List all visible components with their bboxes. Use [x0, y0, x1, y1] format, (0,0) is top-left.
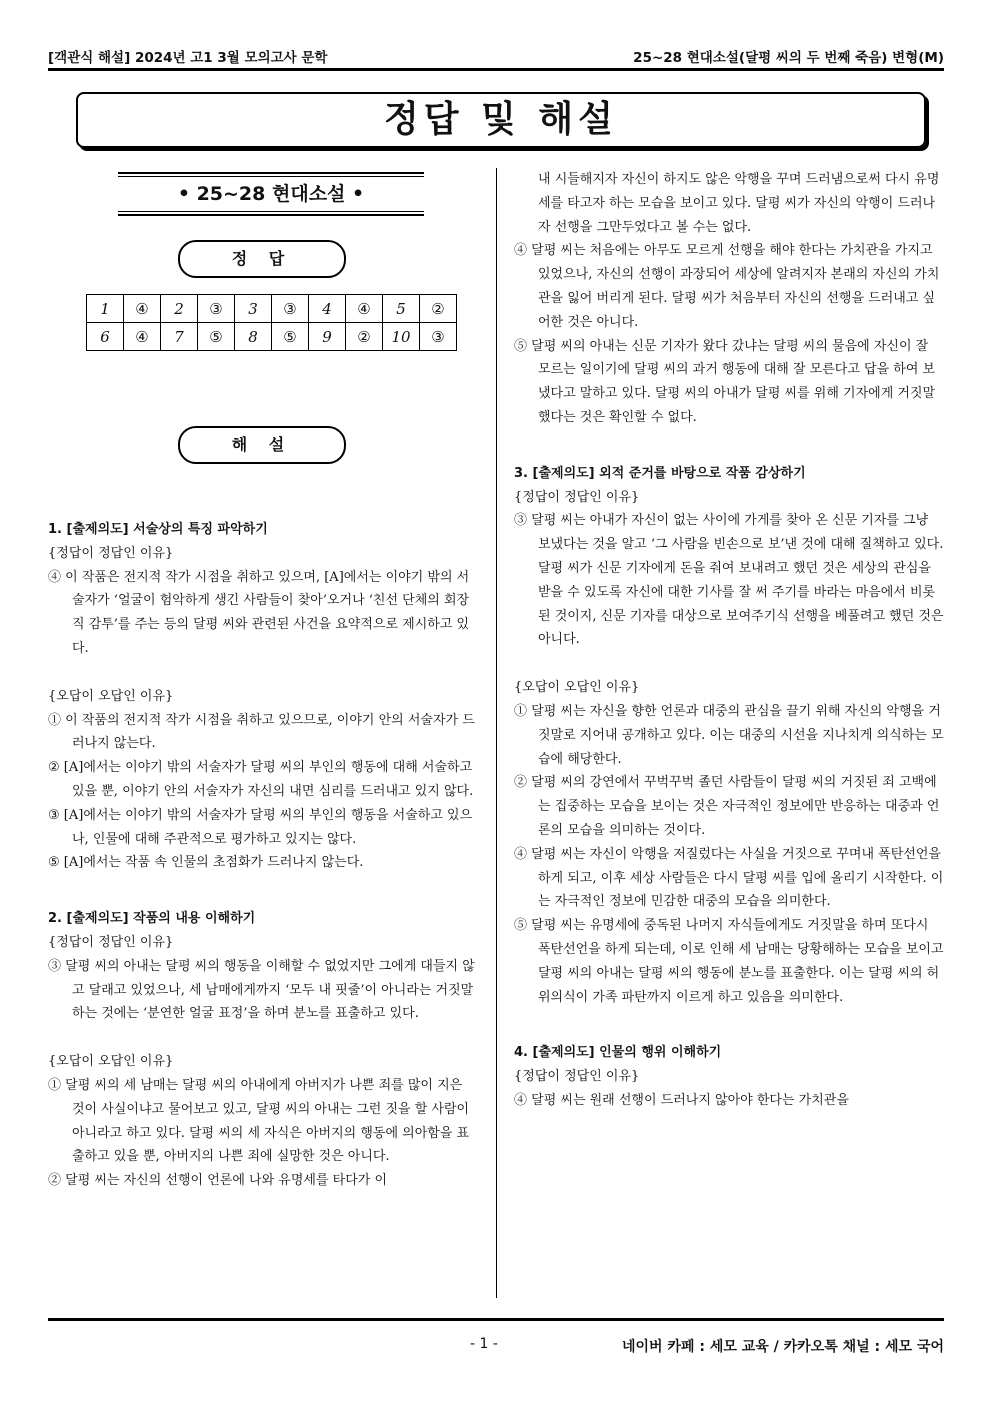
column-divider	[496, 168, 497, 1298]
q2-title: 2. [출제의도] 작품의 내용 이해하기	[48, 911, 256, 927]
q3-title: 3. [출제의도] 외적 준거를 바탕으로 작품 감상하기	[514, 465, 806, 481]
q2-wrong-2-continued: 내 시들해지자 자신이 하지도 않은 악행을 꾸며 드러냄으로써 다시 유명세를 타고자 하는 모습을 보이고 있다. 달평 씨가 자신의 악행이 드러나자 선행을 그만두었다고 볼 수는 없다.	[538, 172, 940, 235]
q1-wrong-1: ① 이 작품의 전지적 작가 시점을 취하고 있으므로, 이야기 안의 서술자가 드러나지 않는다.	[48, 712, 475, 752]
q1-wrong-2: ② [A]에서는 이야기 밖의 서술자가 달평 씨의 부인의 행동에 대해 서술하고 있을 뿐, 이야기 안의 서술자가 자신의 내면 심리를 드러내고 있지 않다.	[48, 760, 474, 799]
page-number: - 1 -	[470, 1336, 498, 1352]
q3-wrong-5: ⑤ 달평 씨는 유명세에 중독된 나머지 자식들에게도 거짓말을 하며 또다시 폭탄선언을 하게 되는데, 이로 인해 세 남매는 당황해하는 모습을 보이고 달평 씨의 아내는 달평 씨의 행동에 분노를 표출한다. 이는 달평 씨의 허위의식이 가족 파탄까지 이르게 하고 있음을 의미한다.	[514, 918, 944, 1005]
header-right: 25~28 현대소설(달평 씨의 두 번째 죽음) 변형(M)	[633, 50, 944, 66]
question-number: 1	[87, 295, 124, 323]
question-number: 5	[383, 295, 420, 323]
right-column	[514, 168, 944, 1113]
q3-wrong-label: {오답이 오답인 이유}	[514, 680, 640, 696]
question-number: 9	[309, 323, 346, 351]
answer-row	[87, 295, 457, 323]
q1-correct: ④ 이 작품은 전지적 작가 시점을 취하고 있으며, [A]에서는 이야기 밖의 서술자가 ‘얼굴이 험악하게 생긴 사람들이 찾아’오거나 ‘친선 단체의 회장직 감투’를 주는 등의 달평 씨와 관련된 사건을 요약적으로 제시하고 있다.	[48, 569, 470, 656]
question-number: 3	[235, 295, 272, 323]
question-number: 4	[309, 295, 346, 323]
q2-wrong-label: {오답이 오답인 이유}	[48, 1054, 174, 1070]
q2-wrong-4: ④ 달평 씨는 처음에는 아무도 모르게 선행을 해야 한다는 가치관을 가지고 있었으나, 자신의 선행이 과장되어 세상에 알려지자 본래의 자신의 가치관을 잃어 버리게 된다. 달평 씨가 처음부터 자신의 선행을 드러내고 싶어한 것은 아니다.	[514, 243, 940, 330]
q4-correct: ④ 달평 씨는 원래 선행이 드러나지 않아야 한다는 가치관을	[514, 1092, 849, 1108]
answer-value: ④	[346, 295, 383, 323]
q1-title: 1. [출제의도] 서술상의 특징 파악하기	[48, 522, 268, 537]
q1-wrong-label: {오답이 오답인 이유}	[48, 688, 174, 704]
header-left: [객관식 해설] 2024년 고1 3월 모의고사 문학	[48, 50, 328, 66]
answer-row	[87, 323, 457, 351]
footer-credit: 네이버 카페 : 세모 교육 / 카카오톡 채널 : 세모 국어	[621, 1339, 944, 1355]
q2-correct-label: {정답이 정답인 이유}	[48, 934, 174, 950]
q3-wrong-1: ① 달평 씨는 자신을 향한 언론과 대중의 관심을 끌기 위해 자신의 악행을 거짓말로 지어내 공개하고 있다. 이는 대중의 시선을 지나치게 의식하는 모습에 해당한다.	[514, 703, 944, 767]
question-number: 2	[161, 295, 198, 323]
q2-wrong-1: ① 달평 씨의 세 남매는 달평 씨의 아내에게 아버지가 나쁜 죄를 많이 지은 것이 사실이냐고 물어보고 있고, 달평 씨의 아내는 그런 짓을 할 사람이 아니라고 하고 있다. 달평 씨의 세 자식은 아버지의 행동에 의아함을 표출하고 있을 뿐, 아버지의 나쁜 죄에 실망한 것은 아니다.	[48, 1077, 470, 1165]
footer-rule	[48, 1318, 944, 1321]
q1-wrong-5: ⑤ [A]에서는 작품 속 인물의 초점화가 드러나지 않는다.	[48, 855, 364, 871]
answer-value: ②	[420, 295, 457, 323]
answer-value: ④	[124, 295, 161, 323]
page-title: 정답 및 해설	[76, 92, 926, 148]
q3-wrong-4: ④ 달평 씨는 자신이 악행을 저질렀다는 사실을 거짓으로 꾸며내 폭탄선언을 하게 되고, 이후 세상 사람들은 다시 달평 씨를 입에 올리기 시작한다. 이는 자극적인 정보에 민감한 대중의 모습을 의미한다.	[514, 846, 944, 910]
answer-value: ③	[272, 295, 309, 323]
q3-correct: ③ 달평 씨는 아내가 자신이 없는 사이에 가게를 찾아 온 신문 기자를 그냥 보냈다는 것을 알고 ‘그 사람을 빈손으로 보’낸 것에 대해 질책하고 있다. 달평 씨가 신문 기자에게 돈을 줘여 보내려고 했던 것은 세상의 관심을 받을 수 있도록 자신에 대한 기사를 잘 써 주기를 바라는 마음에서 비롯된 것이지, 신문 기자를 대상으로 보여주기식 선행을 베풀려고 했던 것은 아니다.	[514, 513, 944, 648]
answer-value: ③	[420, 323, 457, 351]
q1-wrong-3: ③ [A]에서는 이야기 밖의 서술자가 달평 씨의 부인의 행동을 서술하고 있으나, 인물에 대해 주관적으로 평가하고 있지는 않다.	[48, 807, 473, 847]
q4-title: 4. [출제의도] 인물의 행위 이해하기	[514, 1045, 722, 1061]
answer-table	[86, 294, 457, 351]
question-number: 10	[383, 323, 420, 351]
q3-wrong-2: ② 달평 씨의 강연에서 꾸벅꾸벅 졸던 사람들이 달평 씨의 거짓된 죄 고백에는 집중하는 모습을 보이는 것은 자극적인 정보에만 반응하는 대중과 언론의 모습을 의미하는 것이다.	[514, 775, 940, 838]
section-title: • 25~28 현대소설 •	[118, 172, 424, 216]
q4-correct-label: {정답이 정답인 이유}	[514, 1069, 640, 1085]
answers-label: 정 답	[178, 240, 346, 278]
answer-value: ③	[198, 295, 235, 323]
header-rule	[48, 68, 944, 71]
q2-wrong-5: ⑤ 달평 씨의 아내는 신문 기자가 왔다 갔냐는 달평 씨의 물음에 자신이 잘 모르는 일이기에 달평 씨의 과거 행동에 대해 잘 모른다고 답을 하여 보냈다고 말하고 있다. 달평 씨의 아내가 달평 씨를 위해 기자에게 거짓말했다는 것은 확인할 수 없다.	[514, 338, 936, 425]
q3-correct-label: {정답이 정답인 이유}	[514, 489, 640, 505]
q2-correct: ③ 달평 씨의 아내는 달평 씨의 행동을 이해할 수 없었지만 그에게 대들지 않고 달래고 있었으나, 세 남매에게까지 ‘모두 내 핏줄’이 아니라는 거짓말하는 것에는 ‘분연한 얼굴 표정’을 하며 분노를 표출하고 있다.	[48, 958, 475, 1022]
answer-value: ④	[124, 323, 161, 351]
explanation-label: 해 설	[178, 426, 346, 464]
question-number: 7	[161, 323, 198, 351]
answer-value: ⑤	[272, 323, 309, 351]
left-column	[48, 518, 478, 1193]
answer-value: ⑤	[198, 323, 235, 351]
answer-value: ②	[346, 323, 383, 351]
question-number: 8	[235, 323, 272, 351]
q1-correct-label: {정답이 정답인 이유}	[48, 545, 174, 561]
q2-wrong-2: ② 달평 씨는 자신의 선행이 언론에 나와 유명세를 타다가 이	[48, 1173, 388, 1189]
question-number: 6	[87, 323, 124, 351]
